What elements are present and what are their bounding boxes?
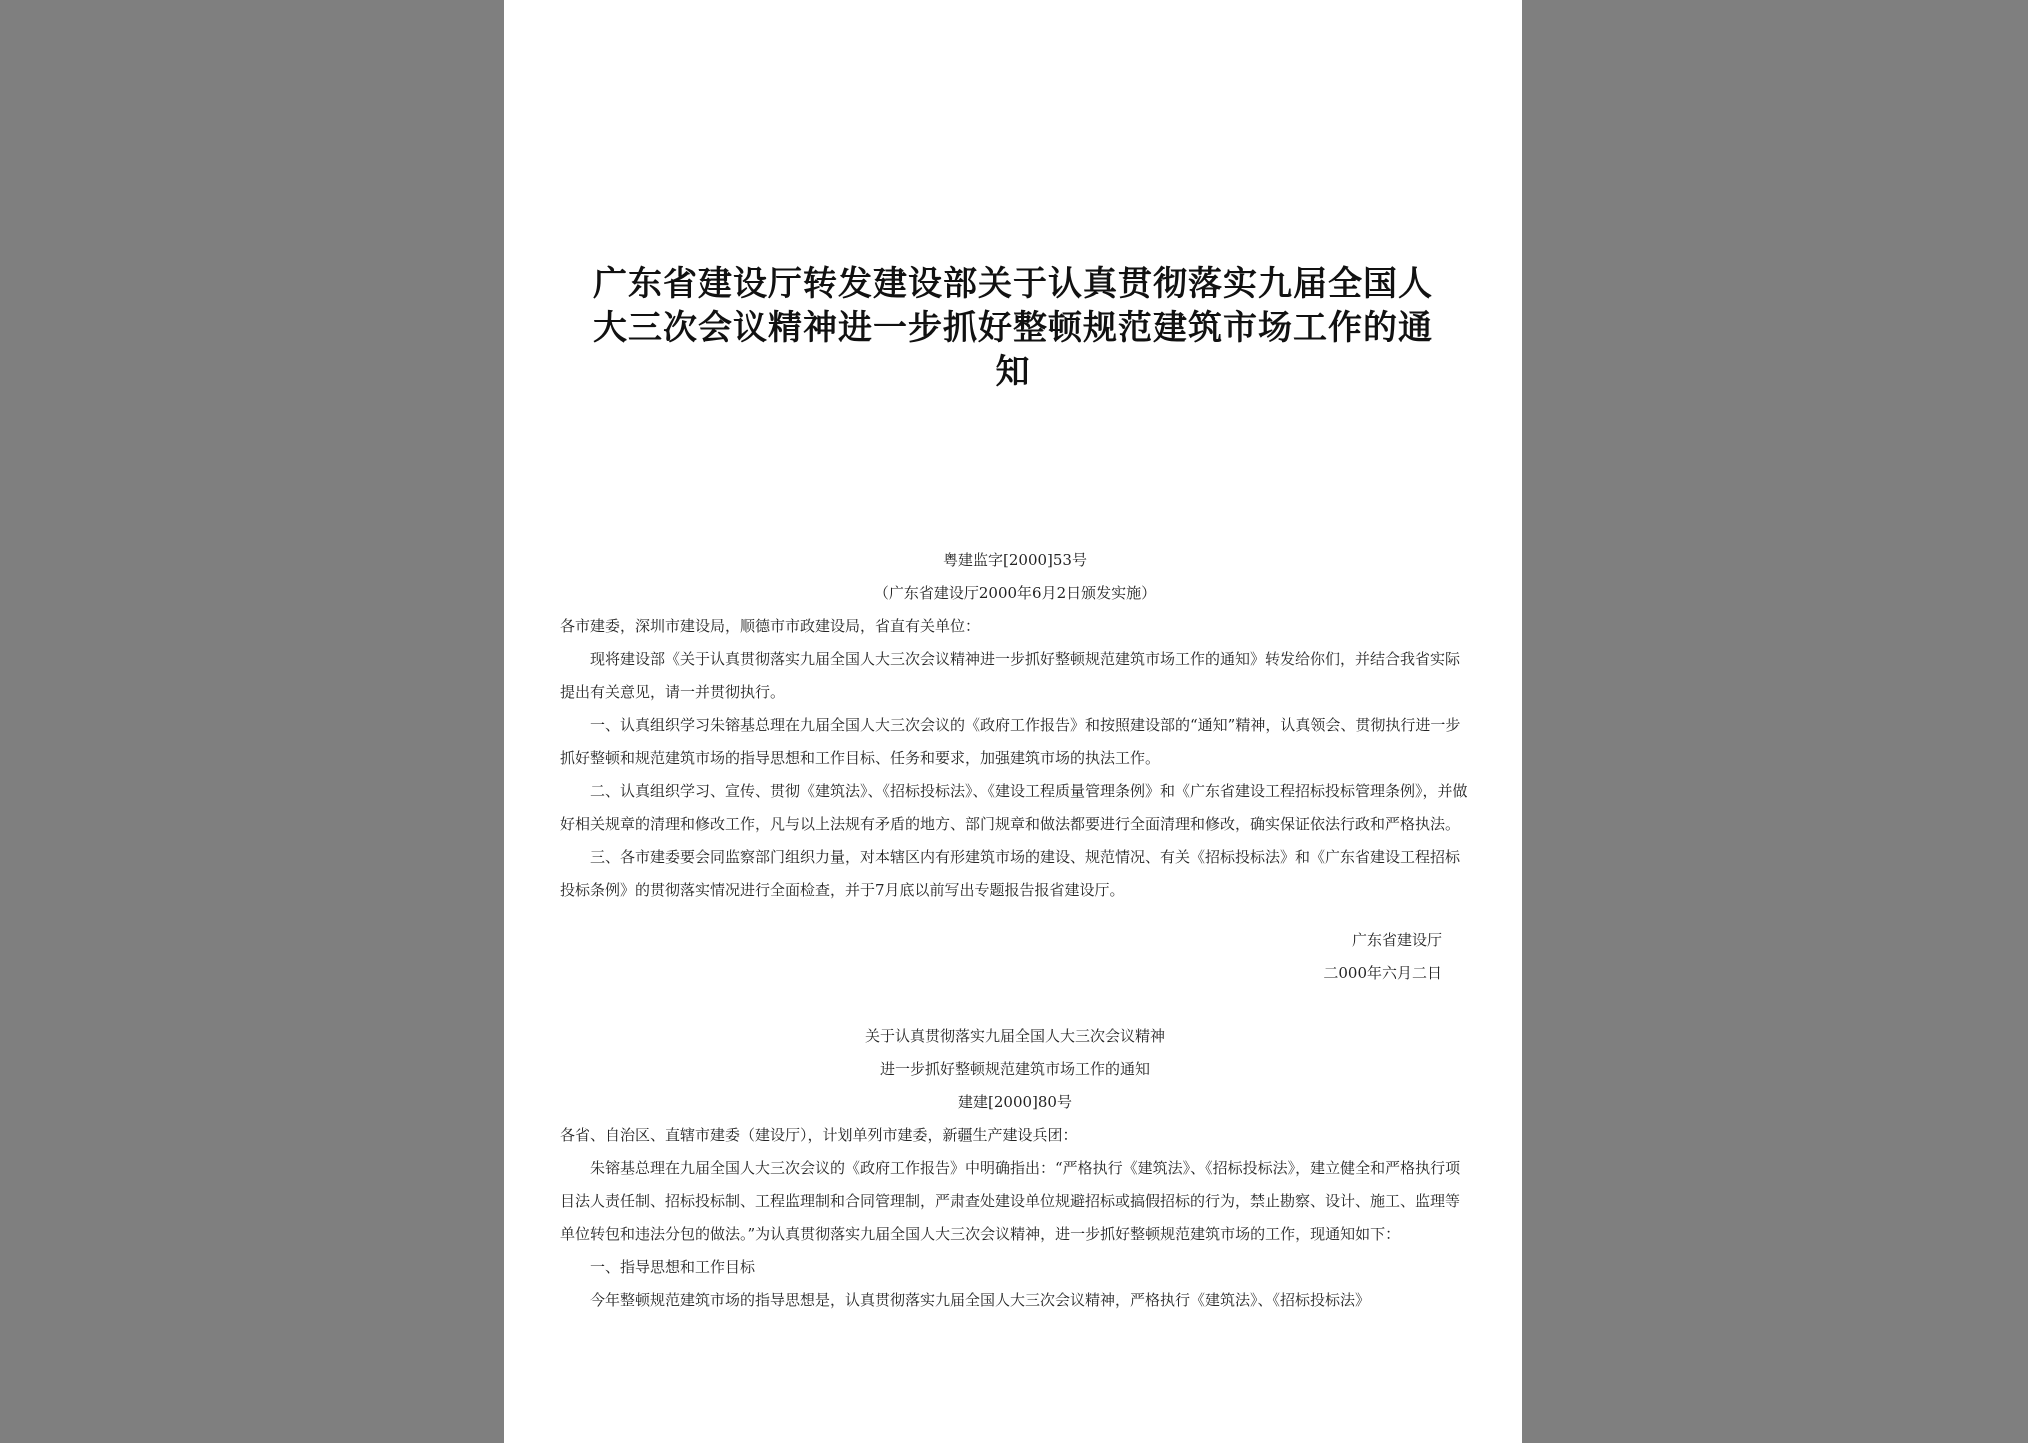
document-title xyxy=(556,262,1470,394)
attached-number: 建建[2000]80号 xyxy=(958,1093,1072,1111)
para-1: 一、认真组织学习朱镕基总理在九届全国人大三次会议的《政府工作报告》和按照建设部的“通知”精神，认真领会、贯彻执行进一步抓好整顿和规范建筑市场的指导思想和工作目标、任务和要求，加强建筑市场的执法工作。 xyxy=(560,716,1461,767)
attached-para-1: 朱镕基总理在九届全国人大三次会议的《政府工作报告》中明确指出：“严格执行《建筑法》、《招标投标法》，建立健全和严格执行项目法人责任制、招标投标制、工程监理制和合同管理制，严肃查处建设单位规避招标或搞假招标的行为，禁止勘察、设计、施工、监理等单位转包和违法分包的做法。”为认真贯彻落实九届全国人大三次会议精神，进一步抓好整顿规范建筑市场的工作，现通知如下： xyxy=(560,1159,1461,1243)
addressee: 各市建委，深圳市建设局，顺德市市政建设局，省直有关单位： xyxy=(560,617,981,635)
para-2: 二、认真组织学习、宣传、贯彻《建筑法》、《招标投标法》、《建设工程质量管理条例》和《广东省建设工程招标投标管理条例》，并做好相关规章的清理和修改工作，凡与以上法规有矛盾的地方、部门规章和做法都要进行全面清理和修改，确实保证依法行政和严格执法。 xyxy=(560,782,1468,833)
signature-date: 二000年六月二日 xyxy=(1323,964,1442,982)
issue-note: （广东省建设厅2000年6月2日颁发实施） xyxy=(873,584,1157,602)
title-line-2: 大三次会议精神进一步抓好整顿规范建筑市场工作的通 xyxy=(593,308,1433,348)
document-body xyxy=(560,544,1470,1317)
attached-para-2: 今年整顿规范建筑市场的指导思想是，认真贯彻落实九届全国人大三次会议精神，严格执行《建筑法》、《招标投标法》 xyxy=(590,1291,1371,1309)
para-3: 三、各市建委要会同监察部门组织力量，对本辖区内有形建筑市场的建设、规范情况、有关《招标投标法》和《广东省建设工程招标投标条例》的贯彻落实情况进行全面检查，并于7月底以前写出专题报告报省建设厅。 xyxy=(560,848,1461,899)
attached-addressee: 各省、自治区、直辖市建委（建设厅），计划单列市建委，新疆生产建设兵团： xyxy=(560,1126,1078,1144)
title-line-3: 知 xyxy=(995,352,1031,392)
title-line-1: 广东省建设厅转发建设部关于认真贯彻落实九届全国人 xyxy=(593,264,1433,304)
para-intro: 现将建设部《关于认真贯彻落实九届全国人大三次会议精神进一步抓好整顿规范建筑市场工作的通知》转发给你们，并结合我省实际提出有关意见，请一并贯彻执行。 xyxy=(560,650,1461,701)
attached-title-2: 进一步抓好整顿规范建筑市场工作的通知 xyxy=(879,1060,1150,1078)
attached-section-1: 一、指导思想和工作目标 xyxy=(590,1258,756,1276)
signature-org: 广东省建设厅 xyxy=(1351,931,1442,949)
doc-number: 粤建监字[2000]53号 xyxy=(943,551,1087,569)
document-page xyxy=(504,0,1522,1443)
attached-title-1: 关于认真贯彻落实九届全国人大三次会议精神 xyxy=(864,1027,1165,1045)
